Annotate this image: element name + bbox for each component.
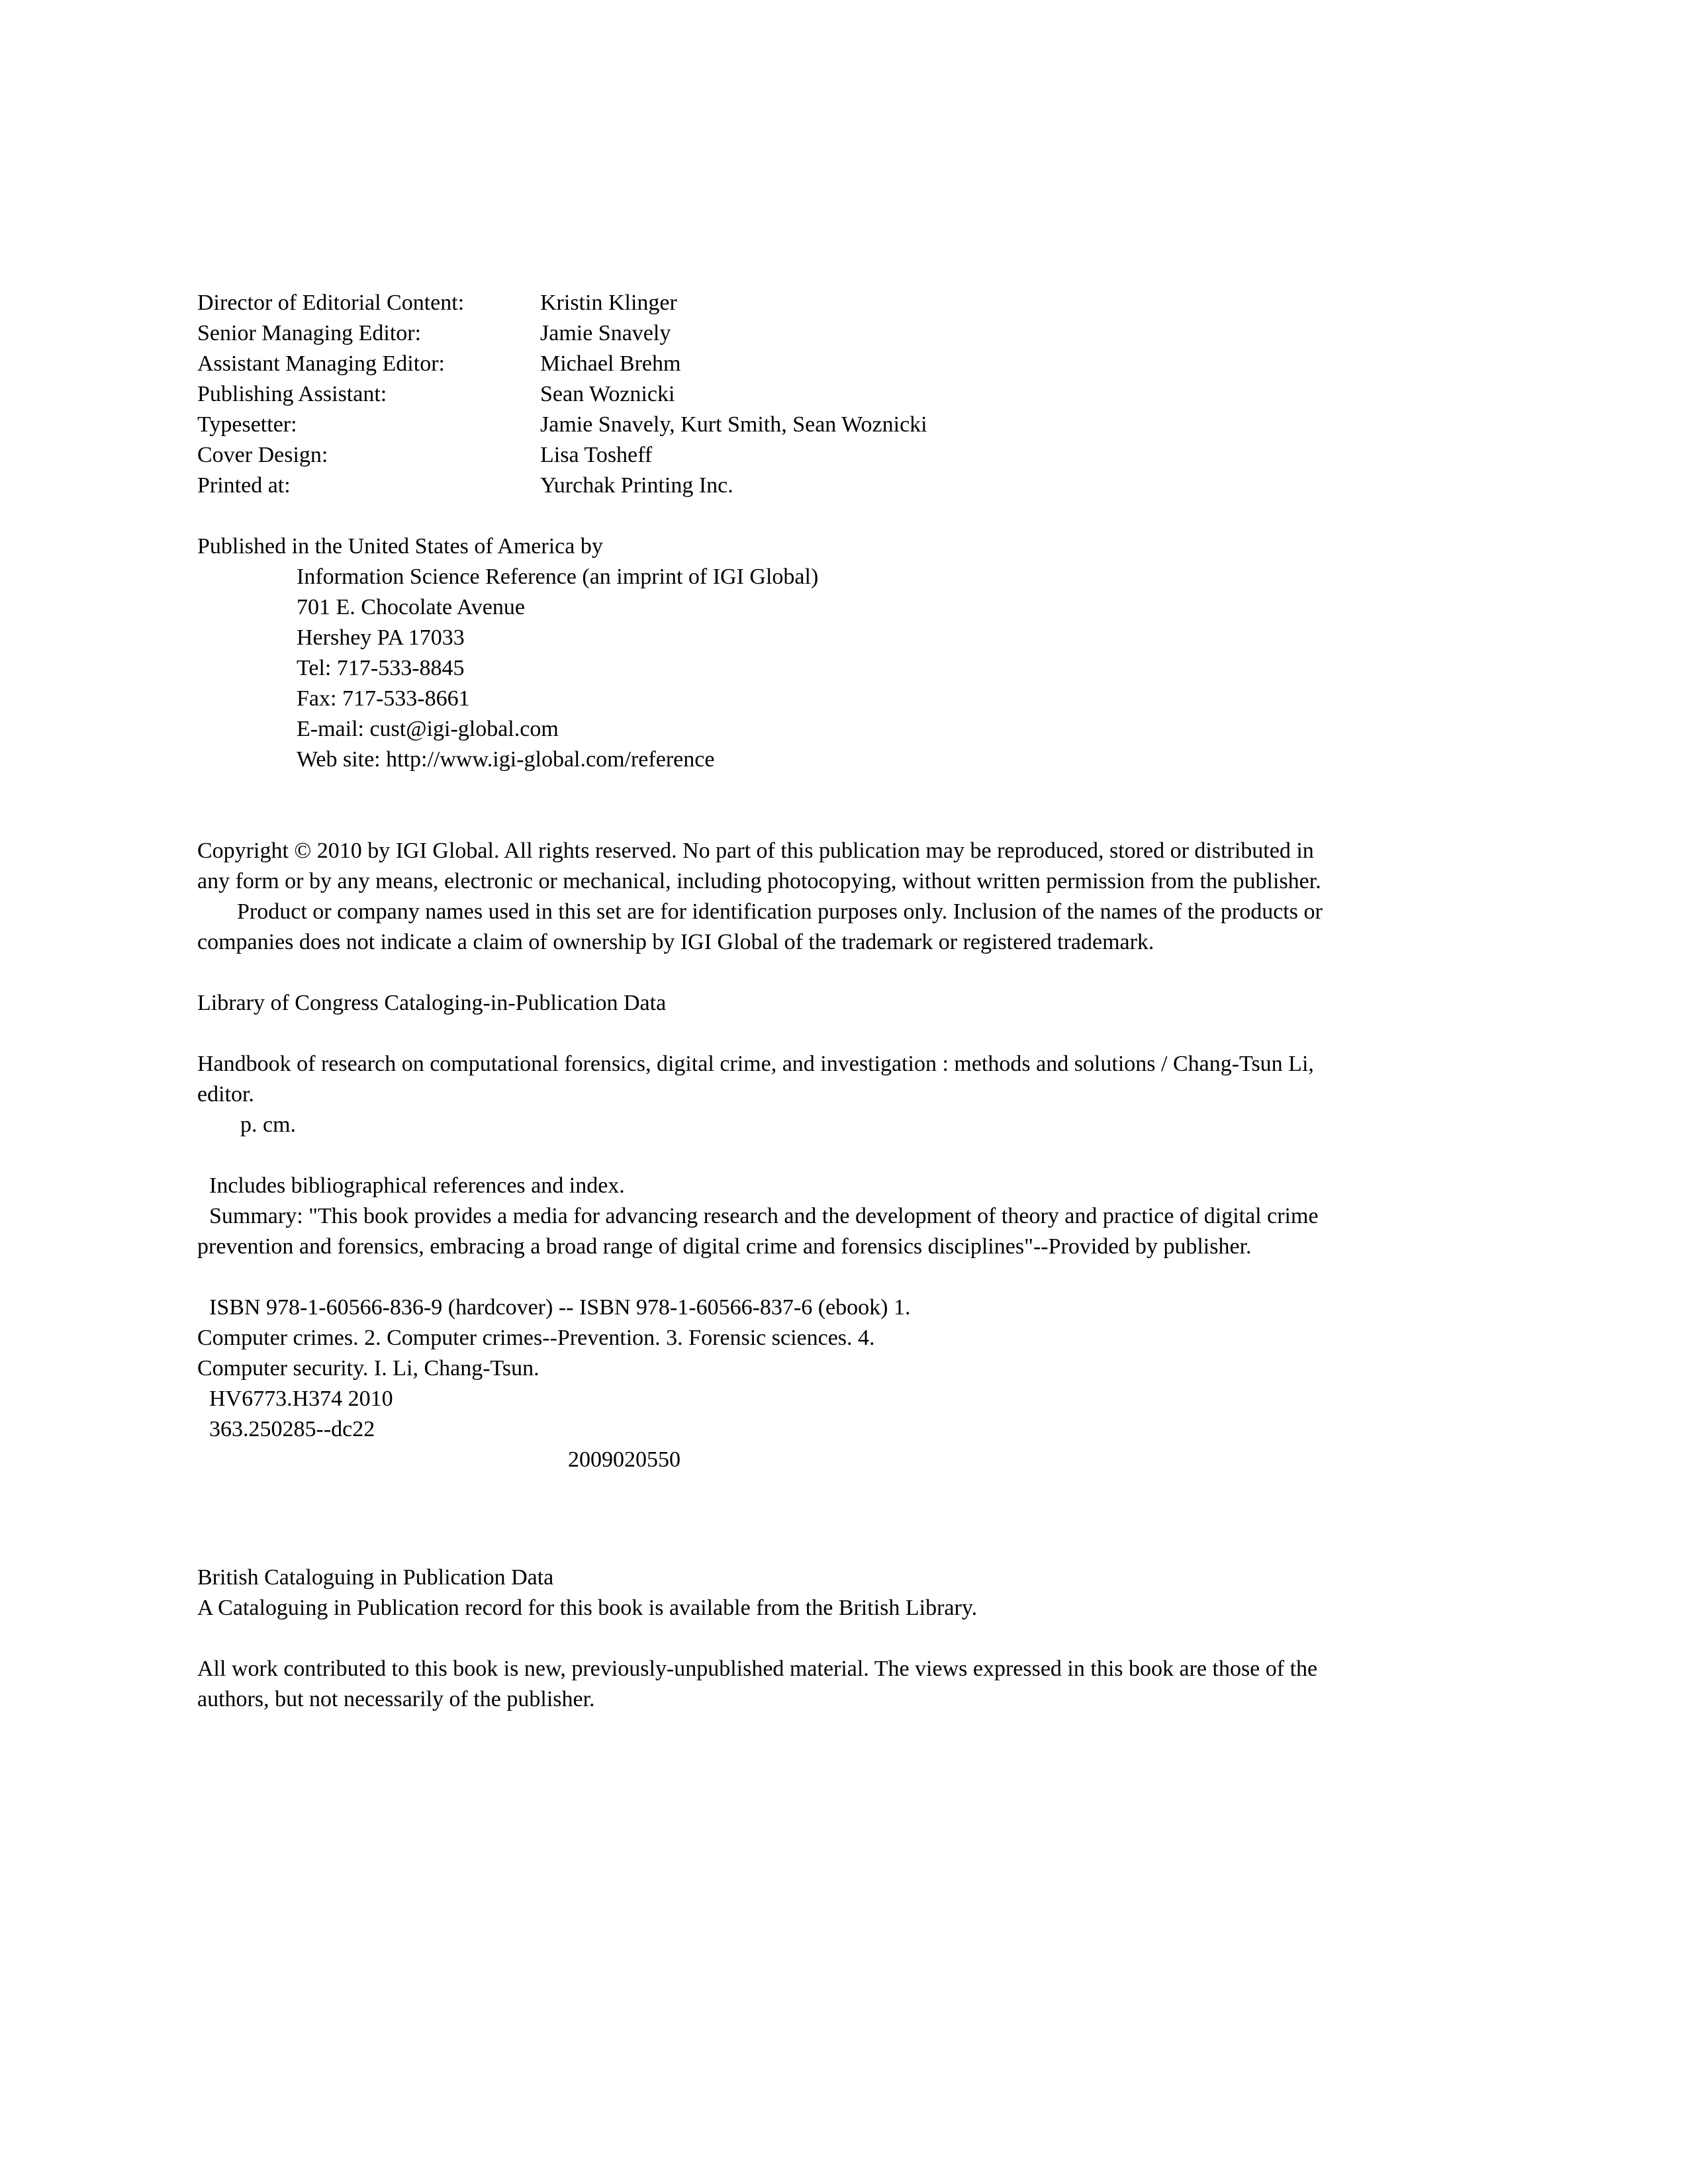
credit-name: Yurchak Printing Inc. <box>540 473 733 498</box>
credit-row <box>197 379 1124 410</box>
loc-summary: prevention and forensics, embracing a broad range of digital crime and forensics disciplines"--Provided by publisher. <box>197 1234 1252 1259</box>
publisher-fax: Fax: 717-533-8661 <box>297 686 470 711</box>
credit-row <box>197 471 1124 501</box>
publisher-tel: Tel: 717-533-8845 <box>297 656 465 680</box>
credit-name: Sean Woznicki <box>540 382 675 406</box>
credit-name: Lisa Tosheff <box>540 443 653 467</box>
credit-role: Printed at: <box>197 473 291 498</box>
publisher-intro: Published in the United States of America by <box>197 534 603 559</box>
loc-summary: Summary: "This book provides a media for advancing research and the development of theory and practice of digital crime <box>209 1204 1319 1228</box>
british-heading: British Cataloguing in Publication Data <box>197 1565 554 1590</box>
credit-name: Jamie Snavely, Kurt Smith, Sean Woznicki <box>540 412 927 437</box>
loc-subjects: Computer security. I. Li, Chang-Tsun. <box>197 1356 539 1381</box>
copyright-line: Copyright © 2010 by IGI Global. All rights reserved. No part of this publication may be reproduced, stored or distributed in <box>197 839 1314 863</box>
loc-heading: Library of Congress Cataloging-in-Publication Data <box>197 991 667 1015</box>
credit-role: Senior Managing Editor: <box>197 321 422 345</box>
credit-row <box>197 288 1124 318</box>
loc-dewey-class: 363.250285--dc22 <box>209 1417 375 1441</box>
loc-pcm: p. cm. <box>240 1113 297 1137</box>
publisher-website: Web site: http://www.igi-global.com/reference <box>297 747 715 772</box>
copyright-line: any form or by any means, electronic or mechanical, including photocopying, without written permission from the publisher. <box>197 869 1321 893</box>
publisher-street: 701 E. Chocolate Avenue <box>297 595 525 619</box>
loc-subjects: Computer crimes. 2. Computer crimes--Prevention. 3. Forensic sciences. 4. <box>197 1326 875 1350</box>
loc-lccn: 2009020550 <box>568 1447 680 1472</box>
british-line: A Cataloguing in Publication record for this book is available from the British Library. <box>197 1596 978 1620</box>
loc-isbn: ISBN 978-1-60566-836-9 (hardcover) -- ISBN 978-1-60566-837-6 (ebook) 1. <box>209 1295 911 1320</box>
trademark-line: Product or company names used in this set are for identification purposes only. Inclusion of the names of the products or <box>237 899 1323 924</box>
credit-role: Director of Editorial Content: <box>197 291 465 315</box>
loc-title: Handbook of research on computational forensics, digital crime, and investigation : methods and solutions / Chang-Tsun Li, <box>197 1052 1314 1076</box>
credit-name: Kristin Klinger <box>540 291 677 315</box>
disclaimer-line: authors, but not necessarily of the publisher. <box>197 1687 595 1711</box>
credit-row <box>197 349 1124 379</box>
credit-role: Cover Design: <box>197 443 328 467</box>
loc-title: editor. <box>197 1082 254 1107</box>
publisher-email: E-mail: cust@igi-global.com <box>297 717 559 741</box>
credit-row <box>197 318 1124 349</box>
credit-name: Michael Brehm <box>540 351 681 376</box>
trademark-line: companies does not indicate a claim of ownership by IGI Global of the trademark or registered trademark. <box>197 930 1154 954</box>
credit-name: Jamie Snavely <box>540 321 671 345</box>
loc-includes: Includes bibliographical references and index. <box>209 1173 625 1198</box>
credit-role: Assistant Managing Editor: <box>197 351 445 376</box>
credit-row <box>197 410 1124 440</box>
credit-role: Typesetter: <box>197 412 297 437</box>
publisher-name: Information Science Reference (an imprint of IGI Global) <box>297 565 819 589</box>
publisher-city: Hershey PA 17033 <box>297 625 465 650</box>
credit-role: Publishing Assistant: <box>197 382 387 406</box>
loc-lc-class: HV6773.H374 2010 <box>209 1387 393 1411</box>
credit-row <box>197 440 1124 471</box>
disclaimer-line: All work contributed to this book is new, previously-unpublished material. The views expressed in this book are those of the <box>197 1657 1318 1681</box>
